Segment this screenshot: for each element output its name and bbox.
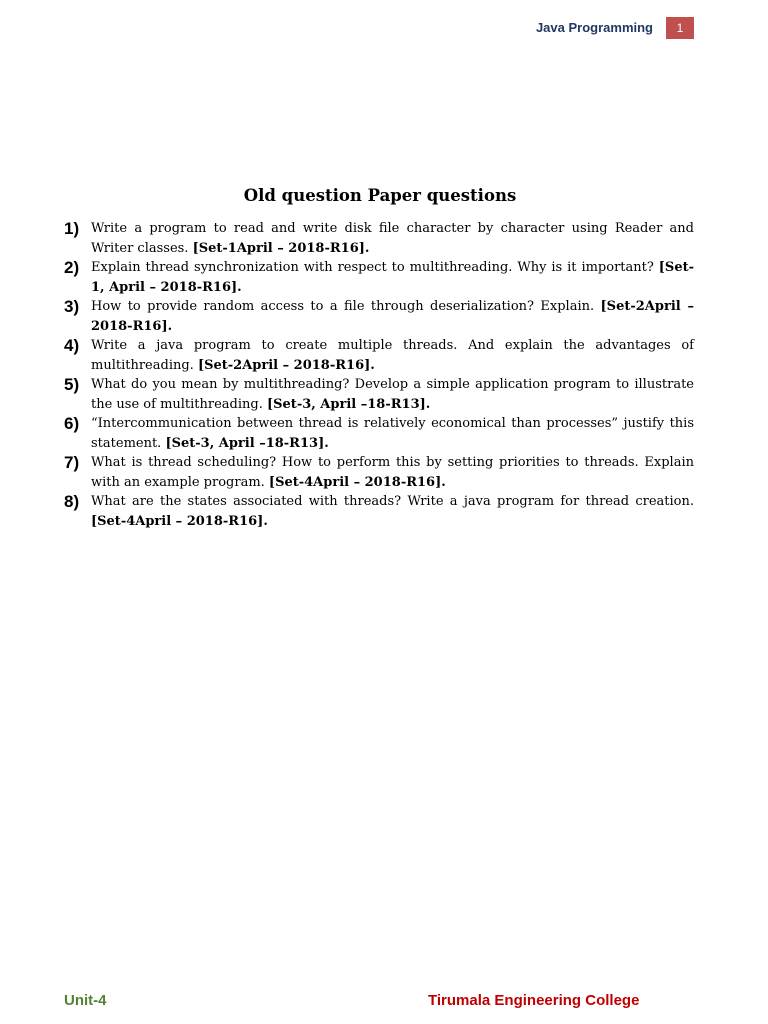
question-list	[64, 219, 694, 531]
question-item	[64, 258, 694, 297]
question-item	[64, 336, 694, 375]
question-reference: [Set-1April – 2018-R16].	[192, 240, 370, 256]
question-number: 2)	[64, 258, 80, 277]
question-number: 4)	[64, 336, 80, 355]
question-text: Write a program to read and write disk file character by character using Reader and Writer classes. [Set-1April – 2018-R16].	[91, 221, 694, 256]
question-text: How to provide random access to a file through deserialization? Explain. [Set-2April – 2018-R16].	[91, 299, 694, 334]
question-reference: [Set-2April – 2018-R16].	[197, 357, 375, 373]
question-number: 7)	[64, 453, 80, 472]
header-title: Java Programming	[535, 20, 653, 35]
question-text: Write a java program to create multiple threads. And explain the advantages of multithreading. [Set-2April – 2018-R16].	[91, 338, 694, 373]
question-reference: [Set-4April – 2018-R16].	[91, 513, 268, 529]
question-reference: [Set-3, April –18-R13].	[267, 396, 431, 412]
question-item	[64, 375, 694, 414]
question-text: Explain thread synchronization with respect to multithreading. Why is it important? [Set-1, April – 2018-R16].	[91, 260, 694, 295]
footer-college: Tirumala Engineering College	[428, 992, 640, 1009]
question-item	[64, 492, 694, 531]
question-reference: [Set-3, April –18-R13].	[165, 435, 329, 451]
question-item	[64, 219, 694, 258]
document-title: Old question Paper questions	[243, 186, 517, 205]
question-number: 5)	[64, 375, 80, 394]
footer-unit: Unit-4	[64, 992, 107, 1009]
question-item	[64, 453, 694, 492]
question-number: 8)	[64, 492, 80, 511]
question-text: What is thread scheduling? How to perform this by setting priorities to threads. Explain with an example program. [Set-4April – 2018-R16].	[91, 455, 694, 490]
question-item	[64, 414, 694, 453]
question-reference: [Set-1, April – 2018-R16].	[91, 260, 694, 295]
question-reference: [Set-4April – 2018-R16].	[268, 474, 446, 490]
question-number: 3)	[64, 297, 80, 316]
page-number: 1	[666, 17, 694, 39]
question-number: 1)	[64, 219, 80, 238]
question-text: What are the states associated with threads? Write a java program for thread creation. [Set-4April – 2018-R16].	[91, 494, 694, 529]
question-text: What do you mean by multithreading? Develop a simple application program to illustrate the use of multithreading. [Set-3, April –18-R13].	[91, 377, 694, 412]
question-text: “Intercommunication between thread is relatively economical than processes” justify this statement. [Set-3, April –18-R13].	[91, 416, 694, 451]
question-reference: [Set-2April – 2018-R16].	[91, 299, 694, 334]
question-number: 6)	[64, 414, 80, 433]
question-item	[64, 297, 694, 336]
